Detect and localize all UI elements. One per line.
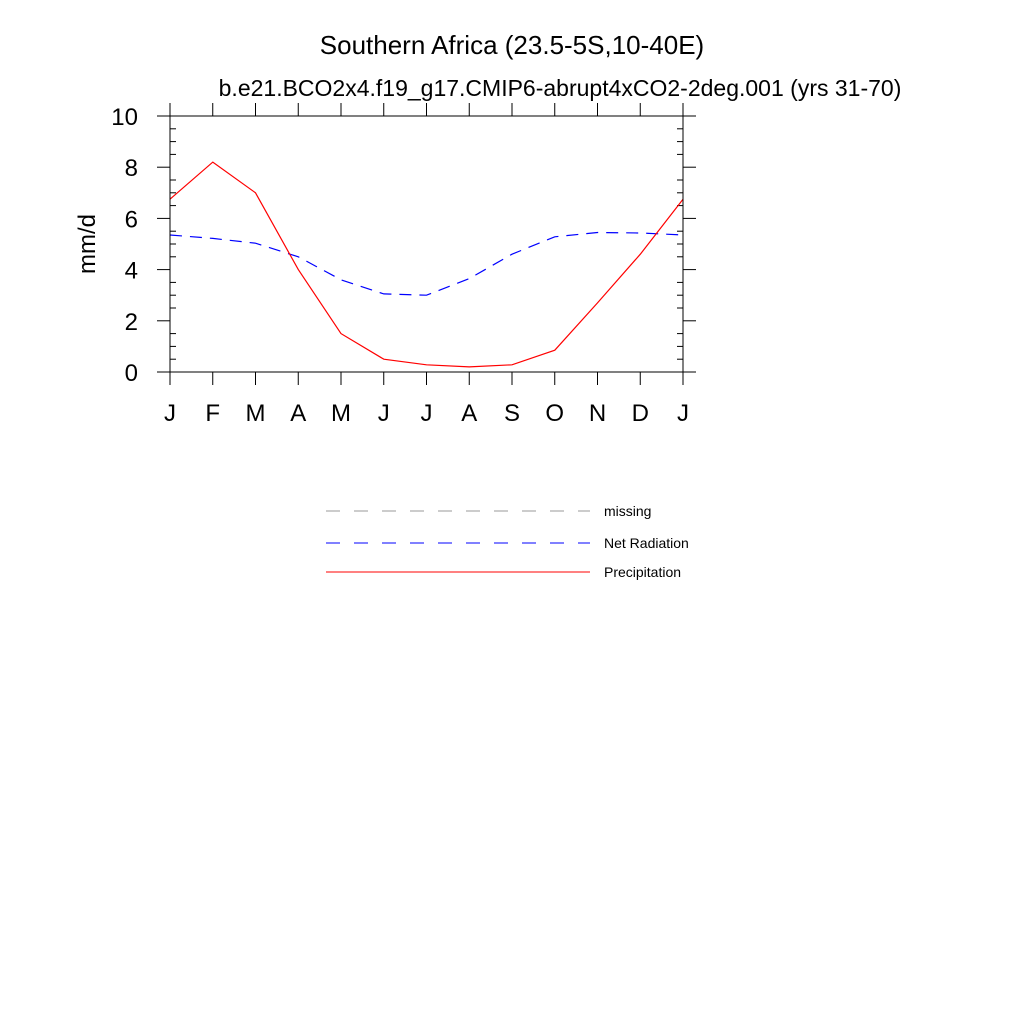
x-tick-label: J <box>377 400 390 427</box>
x-tick-label: M <box>331 400 351 427</box>
y-tick-label: 0 <box>124 360 138 387</box>
series-lines <box>170 162 683 367</box>
y-tick-label: 8 <box>124 155 138 183</box>
major-ticks <box>157 103 696 385</box>
x-tick-label: D <box>631 400 649 427</box>
y-tick-label: 10 <box>111 104 138 131</box>
minor-ticks <box>170 129 683 359</box>
chart-subtitle: b.e21.BCO2x4.f19_g17.CMIP6-abrupt4xCO2-2deg.001 (yrs 31-70) <box>218 75 902 101</box>
y-axis-label: mm/d <box>74 214 101 274</box>
x-tick-label: J <box>164 400 176 427</box>
plot-frame <box>170 116 683 372</box>
legend <box>326 503 689 580</box>
x-tick-label: J <box>677 400 689 427</box>
y-tick-label: 4 <box>124 257 138 285</box>
y-tick-labels <box>111 104 138 387</box>
y-tick-label: 2 <box>124 308 138 336</box>
x-tick-labels <box>164 400 689 427</box>
x-tick-label: J <box>420 400 433 427</box>
legend-label: missing <box>604 503 652 519</box>
y-tick-label: 6 <box>124 206 138 234</box>
x-tick-label: A <box>290 400 307 427</box>
x-tick-label: M <box>245 400 266 427</box>
series-line-net-radiation <box>170 233 683 296</box>
x-tick-label: N <box>588 400 607 427</box>
legend-label: Net Radiation <box>604 535 689 551</box>
series-line-precipitation <box>170 162 683 367</box>
x-tick-label: A <box>461 400 478 427</box>
x-tick-label: O <box>545 400 565 427</box>
x-tick-label: F <box>205 400 221 427</box>
x-tick-label: S <box>503 400 521 427</box>
legend-label: Precipitation <box>604 564 682 580</box>
chart-title: Southern Africa (23.5-5S,10-40E) <box>319 30 705 60</box>
